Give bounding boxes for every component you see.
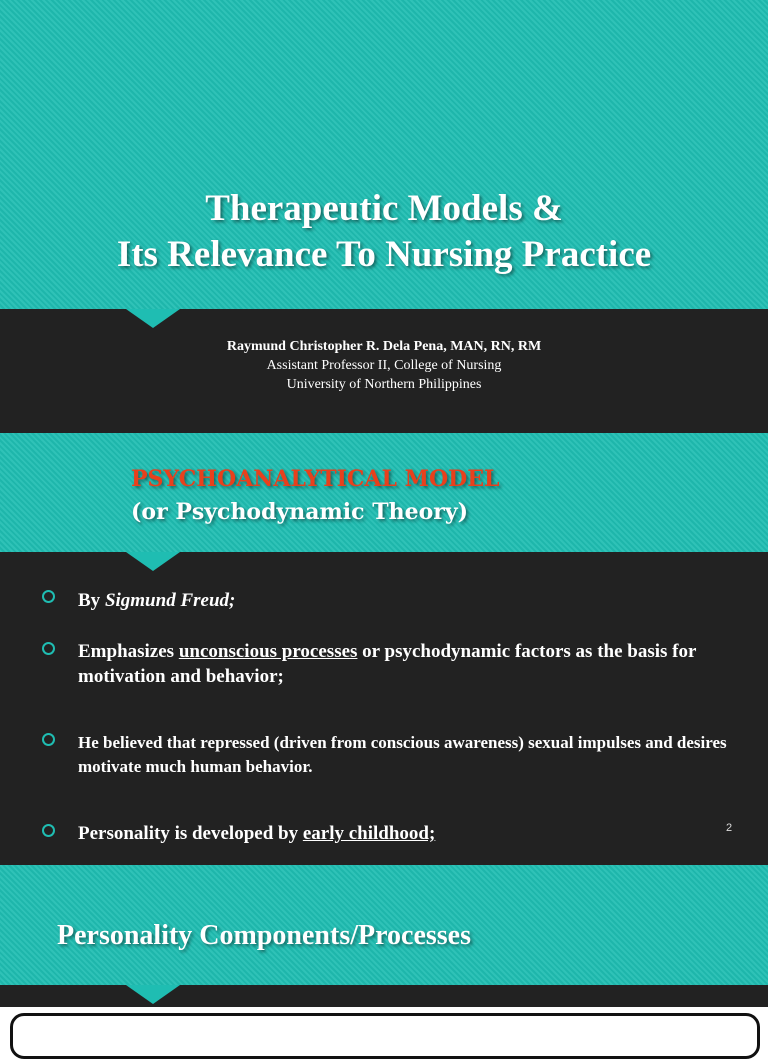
title-line-1: Therapeutic Models & [205, 188, 563, 229]
slide-number: 2 [726, 822, 733, 834]
ring-bullet-icon [42, 733, 55, 746]
ring-bullet-icon [42, 590, 55, 603]
emphasis-underline: early childhood; [302, 823, 436, 844]
ring-bullet-icon [42, 642, 55, 655]
slide2-heading: PSYCHOANALYTICAL MODEL [131, 466, 500, 492]
slide3-band [0, 985, 768, 1007]
slide3-heading: Personality Components/Processes [57, 920, 471, 951]
notch-decoration [126, 985, 180, 1004]
notch-decoration [126, 552, 180, 571]
author-reference: Sigmund Freud; [104, 590, 236, 611]
slide2-subheading: (or Psychodynamic Theory) [131, 499, 469, 525]
presentation-title [0, 186, 768, 278]
content-box [10, 1013, 760, 1059]
title-line-2: Its Relevance To Nursing Practice [116, 234, 652, 275]
author-block [0, 337, 768, 394]
ring-bullet-icon [42, 824, 55, 837]
emphasis-underline: unconscious processes [178, 641, 358, 662]
author-position: Assistant Professor II, College of Nursing [266, 358, 502, 373]
author-name: Raymund Christopher R. Dela Pena, MAN, RN, RM [226, 339, 542, 354]
author-institution: University of Northern Philippines [286, 377, 482, 392]
notch-decoration [126, 309, 180, 328]
